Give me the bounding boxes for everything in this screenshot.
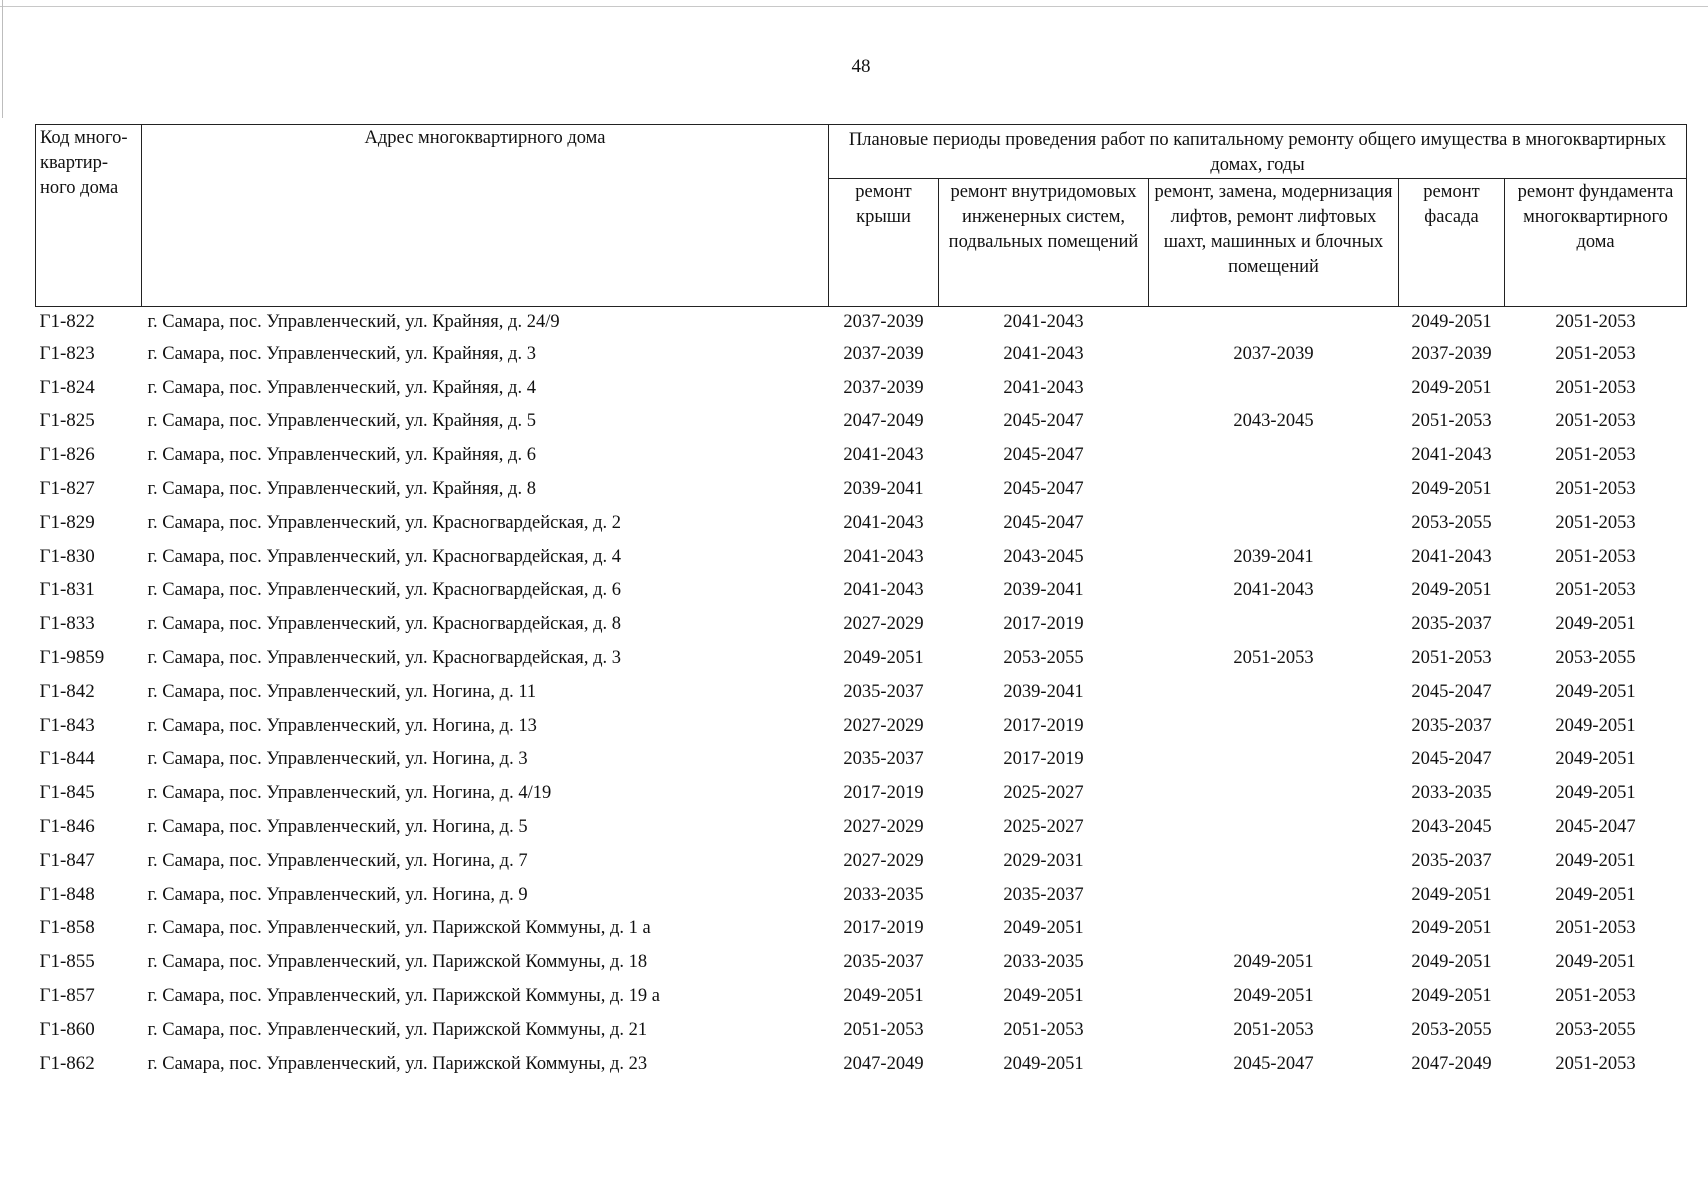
cell-facade: 2051-2053 <box>1411 648 1492 669</box>
cell-engineering: 2049-2051 <box>1003 986 1084 1007</box>
cell-foundation: 2049-2051 <box>1555 783 1636 804</box>
cell-foundation: 2049-2051 <box>1555 614 1636 635</box>
header-address: Адрес многоквартирного дома <box>142 125 829 307</box>
cell-engineering: 2035-2037 <box>1003 884 1084 905</box>
cell-elevators <box>1149 472 1399 506</box>
cell-facade: 2043-2045 <box>1411 817 1492 838</box>
cell-foundation: 2051-2053 <box>1555 479 1636 500</box>
table-row <box>36 1013 1687 1047</box>
cell-code: Г1-860 <box>39 1018 95 1040</box>
cell-roof: 2051-2053 <box>843 1019 924 1040</box>
cell-code: Г1-843 <box>39 714 95 736</box>
cell-code: Г1-822 <box>39 311 95 332</box>
cell-code: Г1-829 <box>39 511 95 533</box>
cell-code: Г1-858 <box>39 917 95 939</box>
cell-facade: 2049-2051 <box>1411 884 1492 905</box>
cell-address: г. Самара, пос. Управленческий, ул. Ногина, д. 9 <box>147 884 528 905</box>
cell-roof: 2035-2037 <box>843 681 924 702</box>
cell-address: г. Самара, пос. Управленческий, ул. Красногвардейская, д. 4 <box>147 546 621 567</box>
cell-roof: 2049-2051 <box>843 648 924 669</box>
table-row <box>36 371 1687 405</box>
cell-facade: 2045-2047 <box>1411 749 1492 770</box>
table-row <box>36 307 1687 338</box>
cell-foundation: 2051-2053 <box>1555 580 1636 601</box>
table-row <box>36 743 1687 777</box>
table-body <box>36 307 1687 1081</box>
cell-foundation: 2051-2053 <box>1555 546 1636 567</box>
scan-edge-top <box>0 6 1708 7</box>
cell-address: г. Самара, пос. Управленческий, ул. Ногина, д. 4/19 <box>147 783 552 804</box>
cell-roof: 2037-2039 <box>843 377 924 398</box>
cell-code: Г1-862 <box>39 1052 95 1074</box>
cell-facade: 2035-2037 <box>1411 850 1492 871</box>
cell-elevators: 2049-2051 <box>1233 952 1314 973</box>
cell-engineering: 2025-2027 <box>1003 817 1084 838</box>
cell-address: г. Самара, пос. Управленческий, ул. Парижской Коммуны, д. 18 <box>147 952 648 973</box>
table-header <box>36 125 1687 307</box>
cell-roof: 2039-2041 <box>843 479 924 500</box>
cell-foundation: 2049-2051 <box>1555 884 1636 905</box>
cell-elevators <box>1149 878 1399 912</box>
cell-roof: 2047-2049 <box>843 411 924 432</box>
table-row <box>36 1047 1687 1081</box>
cell-elevators: 2039-2041 <box>1233 546 1314 567</box>
cell-address: г. Самара, пос. Управленческий, ул. Парижской Коммуны, д. 21 <box>147 1019 648 1040</box>
cell-engineering: 2025-2027 <box>1003 783 1084 804</box>
table-row <box>36 776 1687 810</box>
cell-facade: 2035-2037 <box>1411 715 1492 736</box>
cell-engineering: 2045-2047 <box>1003 479 1084 500</box>
cell-elevators <box>1149 776 1399 810</box>
cell-elevators <box>1149 371 1399 405</box>
cell-code: Г1-857 <box>39 985 95 1007</box>
cell-roof: 2017-2019 <box>843 918 924 939</box>
cell-address: г. Самара, пос. Управленческий, ул. Крайняя, д. 24/9 <box>147 312 560 332</box>
cell-elevators: 2049-2051 <box>1233 986 1314 1007</box>
table-row <box>36 574 1687 608</box>
cell-facade: 2049-2051 <box>1411 918 1492 939</box>
cell-facade: 2049-2051 <box>1411 479 1492 500</box>
cell-code: Г1-846 <box>39 816 95 838</box>
cell-roof: 2027-2029 <box>843 614 924 635</box>
capital-repair-schedule-table <box>35 124 1687 1081</box>
cell-address: г. Самара, пос. Управленческий, ул. Крайняя, д. 3 <box>147 343 536 364</box>
cell-facade: 2041-2043 <box>1411 546 1492 567</box>
cell-facade: 2049-2051 <box>1411 312 1492 332</box>
cell-roof: 2037-2039 <box>843 343 924 364</box>
table-row <box>36 641 1687 675</box>
cell-elevators: 2045-2047 <box>1233 1053 1314 1074</box>
cell-foundation: 2051-2053 <box>1555 312 1636 332</box>
cell-elevators <box>1149 506 1399 540</box>
table-row <box>36 844 1687 878</box>
cell-facade: 2049-2051 <box>1411 377 1492 398</box>
cell-roof: 2041-2043 <box>843 580 924 601</box>
cell-elevators <box>1149 844 1399 878</box>
cell-address: г. Самара, пос. Управленческий, ул. Крайняя, д. 5 <box>147 411 536 432</box>
cell-roof: 2033-2035 <box>843 884 924 905</box>
cell-facade: 2049-2051 <box>1411 580 1492 601</box>
cell-engineering: 2017-2019 <box>1003 749 1084 770</box>
table-row <box>36 438 1687 472</box>
cell-engineering: 2041-2043 <box>1003 377 1084 398</box>
cell-elevators: 2051-2053 <box>1233 648 1314 669</box>
cell-elevators <box>1149 709 1399 743</box>
cell-address: г. Самара, пос. Управленческий, ул. Крайняя, д. 4 <box>147 377 536 398</box>
cell-roof: 2027-2029 <box>843 817 924 838</box>
cell-address: г. Самара, пос. Управленческий, ул. Красногвардейская, д. 8 <box>147 614 621 635</box>
cell-elevators <box>1149 743 1399 777</box>
cell-engineering: 2017-2019 <box>1003 715 1084 736</box>
table-row <box>36 878 1687 912</box>
header-engineering: ремонт внутридомовых инженерных систем, подвальных помещений <box>939 179 1149 307</box>
cell-engineering: 2049-2051 <box>1003 918 1084 939</box>
cell-engineering: 2043-2045 <box>1003 546 1084 567</box>
cell-facade: 2053-2055 <box>1411 1019 1492 1040</box>
cell-code: Г1-833 <box>39 613 95 635</box>
cell-address: г. Самара, пос. Управленческий, ул. Ногина, д. 13 <box>147 715 537 736</box>
cell-engineering: 2053-2055 <box>1003 648 1084 669</box>
table-row <box>36 945 1687 979</box>
cell-elevators <box>1149 912 1399 946</box>
cell-engineering: 2041-2043 <box>1003 312 1084 332</box>
cell-roof: 2047-2049 <box>843 1053 924 1074</box>
cell-foundation: 2049-2051 <box>1555 952 1636 973</box>
cell-address: г. Самара, пос. Управленческий, ул. Ногина, д. 11 <box>147 681 537 702</box>
cell-address: г. Самара, пос. Управленческий, ул. Ногина, д. 7 <box>147 850 528 871</box>
cell-foundation: 2049-2051 <box>1555 715 1636 736</box>
cell-address: г. Самара, пос. Управленческий, ул. Ногина, д. 5 <box>147 817 528 838</box>
cell-address: г. Самара, пос. Управленческий, ул. Крайняя, д. 8 <box>147 479 536 500</box>
cell-engineering: 2045-2047 <box>1003 512 1084 533</box>
cell-roof: 2049-2051 <box>843 986 924 1007</box>
cell-roof: 2041-2043 <box>843 546 924 567</box>
cell-elevators: 2041-2043 <box>1233 580 1314 601</box>
table-row <box>36 979 1687 1013</box>
cell-foundation: 2051-2053 <box>1555 445 1636 466</box>
cell-facade: 2051-2053 <box>1411 411 1492 432</box>
cell-engineering: 2017-2019 <box>1003 614 1084 635</box>
cell-foundation: 2051-2053 <box>1555 986 1636 1007</box>
cell-code: Г1-826 <box>39 444 95 466</box>
cell-code: Г1-847 <box>39 849 95 871</box>
cell-code: Г1-842 <box>39 680 95 702</box>
cell-engineering: 2045-2047 <box>1003 445 1084 466</box>
cell-address: г. Самара, пос. Управленческий, ул. Парижской Коммуны, д. 23 <box>147 1053 648 1074</box>
table-row <box>36 709 1687 743</box>
cell-foundation: 2045-2047 <box>1555 817 1636 838</box>
cell-engineering: 2041-2043 <box>1003 343 1084 364</box>
cell-elevators <box>1149 307 1399 338</box>
table-row <box>36 607 1687 641</box>
header-planned-periods: Плановые периоды проведения работ по капитальному ремонту общего имущества в многоквартирных домах, годы <box>829 125 1687 179</box>
cell-roof: 2035-2037 <box>843 749 924 770</box>
cell-code: Г1-830 <box>39 545 95 567</box>
cell-foundation: 2051-2053 <box>1555 1053 1636 1074</box>
cell-address: г. Самара, пос. Управленческий, ул. Ногина, д. 3 <box>147 749 528 770</box>
cell-foundation: 2053-2055 <box>1555 1019 1636 1040</box>
cell-elevators <box>1149 675 1399 709</box>
cell-code: Г1-824 <box>39 376 95 398</box>
cell-facade: 2041-2043 <box>1411 445 1492 466</box>
cell-engineering: 2033-2035 <box>1003 952 1084 973</box>
cell-facade: 2049-2051 <box>1411 952 1492 973</box>
cell-engineering: 2045-2047 <box>1003 411 1084 432</box>
cell-code: Г1-831 <box>39 579 95 601</box>
cell-roof: 2037-2039 <box>843 312 924 332</box>
cell-facade: 2037-2039 <box>1411 343 1492 364</box>
cell-address: г. Самара, пос. Управленческий, ул. Крайняя, д. 6 <box>147 445 536 466</box>
cell-engineering: 2051-2053 <box>1003 1019 1084 1040</box>
cell-foundation: 2051-2053 <box>1555 377 1636 398</box>
cell-engineering: 2039-2041 <box>1003 580 1084 601</box>
cell-facade: 2035-2037 <box>1411 614 1492 635</box>
cell-facade: 2045-2047 <box>1411 681 1492 702</box>
header-facade: ремонт фасада <box>1399 179 1505 307</box>
cell-code: Г1-848 <box>39 883 95 905</box>
table-row <box>36 540 1687 574</box>
header-roof: ремонт крыши <box>829 179 939 307</box>
cell-address: г. Самара, пос. Управленческий, ул. Красногвардейская, д. 3 <box>147 648 621 669</box>
cell-code: Г1-845 <box>39 782 95 804</box>
cell-roof: 2035-2037 <box>843 952 924 973</box>
cell-code: Г1-827 <box>39 478 95 500</box>
cell-address: г. Самара, пос. Управленческий, ул. Красногвардейская, д. 2 <box>147 512 621 533</box>
page-number: 48 <box>851 56 871 77</box>
cell-roof: 2041-2043 <box>843 512 924 533</box>
header-elevators: ремонт, замена, модернизация лифтов, ремонт лифтовых шахт, машинных и блочных помещений <box>1149 179 1399 307</box>
cell-foundation: 2051-2053 <box>1555 411 1636 432</box>
cell-code: Г1-855 <box>39 951 95 973</box>
table-row <box>36 405 1687 439</box>
table-row <box>36 337 1687 371</box>
header-code: Код много-квартир-ного дома <box>36 125 142 307</box>
cell-elevators <box>1149 607 1399 641</box>
cell-code: Г1-844 <box>39 748 95 770</box>
cell-roof: 2041-2043 <box>843 445 924 466</box>
cell-facade: 2049-2051 <box>1411 986 1492 1007</box>
cell-address: г. Самара, пос. Управленческий, ул. Красногвардейская, д. 6 <box>147 580 621 601</box>
cell-code: Г1-9859 <box>39 647 105 669</box>
cell-roof: 2017-2019 <box>843 783 924 804</box>
table-row <box>36 472 1687 506</box>
cell-facade: 2053-2055 <box>1411 512 1492 533</box>
cell-elevators: 2043-2045 <box>1233 411 1314 432</box>
cell-foundation: 2049-2051 <box>1555 850 1636 871</box>
cell-foundation: 2049-2051 <box>1555 681 1636 702</box>
cell-facade: 2033-2035 <box>1411 783 1492 804</box>
table-row <box>36 675 1687 709</box>
table-row <box>36 912 1687 946</box>
cell-foundation: 2051-2053 <box>1555 343 1636 364</box>
header-foundation: ремонт фундамента многоквартирного дома <box>1505 179 1687 307</box>
cell-address: г. Самара, пос. Управленческий, ул. Парижской Коммуны, д. 19 а <box>147 986 660 1007</box>
cell-engineering: 2049-2051 <box>1003 1053 1084 1074</box>
cell-code: Г1-825 <box>39 410 95 432</box>
cell-foundation: 2049-2051 <box>1555 749 1636 770</box>
table-row <box>36 810 1687 844</box>
cell-engineering: 2039-2041 <box>1003 681 1084 702</box>
cell-elevators: 2051-2053 <box>1233 1019 1314 1040</box>
cell-address: г. Самара, пос. Управленческий, ул. Парижской Коммуны, д. 1 а <box>147 918 651 939</box>
cell-roof: 2027-2029 <box>843 715 924 736</box>
table-row <box>36 506 1687 540</box>
cell-foundation: 2053-2055 <box>1555 648 1636 669</box>
cell-foundation: 2051-2053 <box>1555 512 1636 533</box>
cell-engineering: 2029-2031 <box>1003 850 1084 871</box>
cell-foundation: 2051-2053 <box>1555 918 1636 939</box>
cell-code: Г1-823 <box>39 342 95 364</box>
cell-roof: 2027-2029 <box>843 850 924 871</box>
cell-elevators: 2037-2039 <box>1233 343 1314 364</box>
cell-elevators <box>1149 438 1399 472</box>
cell-elevators <box>1149 810 1399 844</box>
cell-facade: 2047-2049 <box>1411 1053 1492 1074</box>
